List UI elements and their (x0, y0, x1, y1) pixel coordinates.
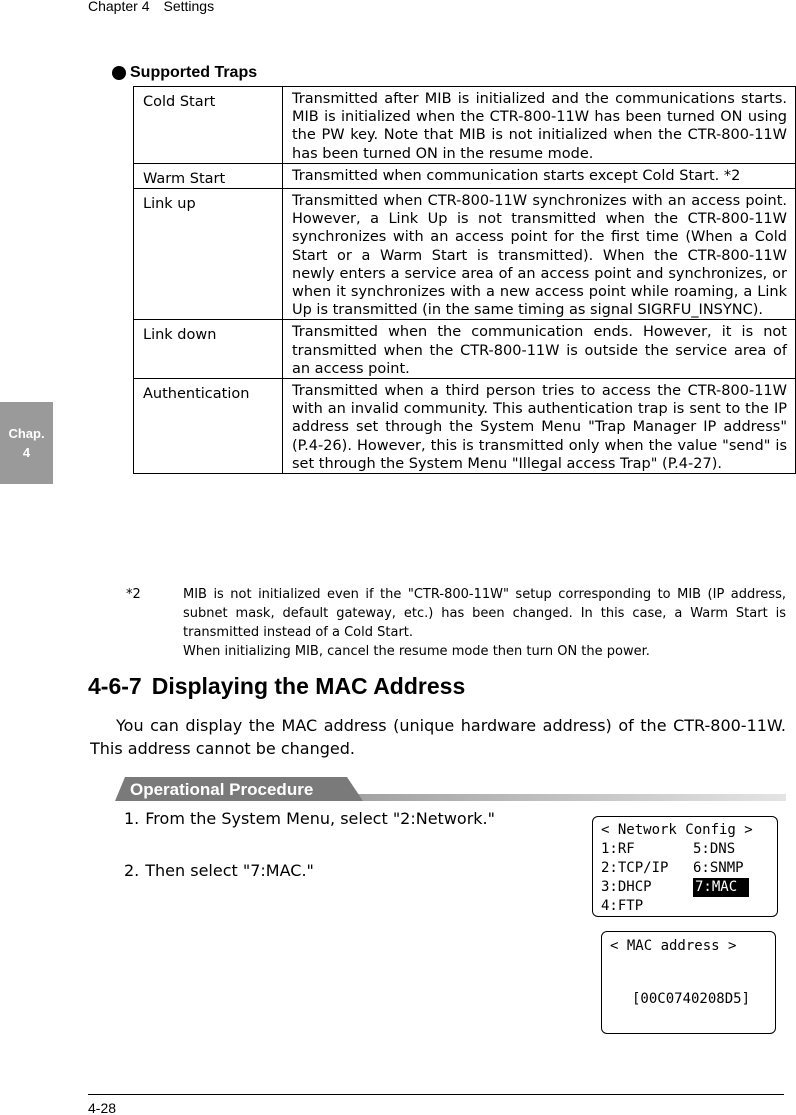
procedure-step (124, 809, 495, 828)
procedure-label: Operational Procedure (130, 780, 314, 799)
section-title: Displaying the MAC Address (151, 673, 466, 699)
trap-name: Warm Start (134, 163, 283, 188)
lcd-menu-item: 2:TCP/IP (601, 860, 669, 876)
trap-description: Transmitted after MIB is initialized and the communications starts. MIB is initialized when the CTR-800-11W has been turned ON using the PW key. Note that MIB is not initialized when the CTR-800-11W has been turned ON in the resume mode. (283, 87, 796, 164)
footnote-text-2: When initializing MIB, cancel the resume mode then turn ON the power. (183, 644, 650, 659)
section-heading (88, 673, 465, 700)
footnote-mark: *2 (126, 587, 141, 602)
lcd-network-config (592, 816, 778, 917)
lcd-menu-item: 6:SNMP (693, 860, 744, 876)
table-row (134, 320, 796, 379)
table-row (134, 379, 796, 474)
page-header (88, 0, 214, 14)
step-text: Then select "7:MAC." (145, 861, 314, 880)
table-row (134, 163, 796, 188)
procedure-step (124, 861, 314, 880)
footnote (126, 585, 786, 661)
trap-name: Link down (134, 320, 283, 379)
trap-name: Link up (134, 189, 283, 320)
lcd-menu-item: 4:FTP (601, 898, 644, 914)
lcd-menu-item-selected: 7:MAC (693, 878, 749, 897)
trap-description: Transmitted when a third person tries to access the CTR-800-11W with an invalid community. This authentication trap is sent to the IP address set through the System Menu "Trap Manager IP address" (P.4-26). However, this is transmitted only when the value "send" is set through the System Menu "Illegal access Trap" (P.4-27). (283, 379, 796, 474)
lcd-menu-row (601, 840, 777, 859)
lcd-menu-row (601, 897, 777, 916)
chapter-tab-label: Chap. (8, 426, 45, 441)
lcd-menu-item: 3:DHCP (601, 879, 652, 895)
traps-table (133, 86, 796, 474)
table-row (134, 189, 796, 320)
page-number: 4-28 (88, 1100, 117, 1115)
lcd-menu-row (601, 878, 777, 897)
lcd-menu-item: 1:RF (601, 841, 635, 857)
trap-description: Transmitted when the communication ends. However, it is not transmitted when the CTR-800-11W is outside the service area of an access point. (283, 320, 796, 379)
section-intro: You can display the MAC address (unique hardware address) of the CTR-800-11W. This address cannot be changed. (90, 716, 786, 758)
trap-description: Transmitted when communication starts except Cold Start. *2 (283, 163, 796, 188)
lcd-menu-item: 5:DNS (693, 841, 736, 857)
step-number: 1. (124, 809, 140, 828)
lcd-mac-address (601, 931, 776, 1034)
lcd-title: < MAC address > (610, 938, 737, 954)
lcd-title: < Network Config > (601, 822, 753, 838)
bullet-icon (112, 66, 126, 80)
step-text: From the System Menu, select "2:Network." (145, 809, 495, 828)
table-row (134, 87, 796, 164)
section-number: 4-6-7 (88, 673, 142, 699)
trap-name: Cold Start (134, 87, 283, 164)
mac-value: [00C0740208D5] (632, 991, 751, 1007)
chapter-tab-number: 4 (22, 445, 31, 460)
header-chapter: Chapter 4 (88, 0, 150, 14)
trap-description: Transmitted when CTR-800-11W synchronizes with an access point. However, a Link Up is not transmitted when the CTR-800-11W synchronizes with an access point for the first time (When a Cold Start or a Warm Start is transmitted). When the CTR-800-11W newly enters a service area of an access point and synchronizes, or when it synchronizes with a new access point while roaming, a Link Up is transmitted (in the same timing as signal SIGRFU_INSYNC). (283, 189, 796, 320)
trap-name: Authentication (134, 379, 283, 474)
header-title: Settings (163, 0, 215, 14)
supported-traps-title: Supported Traps (130, 64, 258, 81)
footer-divider (88, 1094, 784, 1095)
step-number: 2. (124, 861, 140, 880)
chapter-side-tab (0, 402, 53, 484)
footnote-text: MIB is not initialized even if the "CTR-800-11W" setup corresponding to MIB (IP address, subnet mask, default gateway, etc.) has been changed. In this case, a Warm Start is transmitted instead of a Cold Start. (183, 587, 786, 640)
lcd-menu-row (601, 859, 777, 878)
supported-traps-heading (112, 64, 257, 82)
